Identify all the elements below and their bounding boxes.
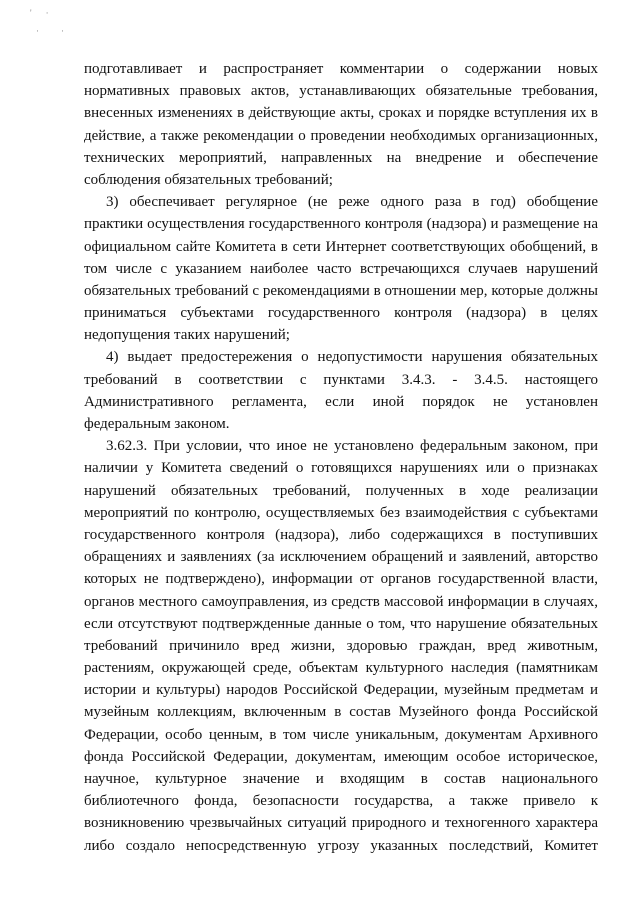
text-line: соблюдения обязательных требований; xyxy=(84,171,333,188)
text-line: библиотечного фонда, безопасности государства, а также привело к xyxy=(84,793,598,810)
text-line: обращениях и заявлениях (за исключением обращений и заявлений, авторство xyxy=(84,549,598,566)
text-line: приниматься субъектами государственного контроля (надзора) в целях xyxy=(84,305,598,322)
scan-corner-marks-lower xyxy=(36,26,86,36)
text-line: Административного регламента, если иной порядок не установлен xyxy=(84,393,598,410)
text-line: 3) обеспечивает регулярное (не реже одного раза в год) обобщение xyxy=(106,194,598,211)
scan-mark: ' xyxy=(30,8,46,18)
text-line: возникновению чрезвычайных ситуаций природного и техногенного характера xyxy=(84,815,598,832)
text-line: недопущения таких нарушений; xyxy=(84,327,290,344)
text-line: мероприятий по контролю, осуществляемых без взаимодействия с субъектами xyxy=(84,504,598,521)
text-line: федеральным законом. xyxy=(84,416,230,432)
text-line: наличии у Комитета сведений о готовящихся нарушениях или о признаках xyxy=(84,460,598,477)
scan-mark: · xyxy=(36,26,61,36)
text-line: фонда Российской Федерации, документам, имеющим особое историческое, xyxy=(84,748,598,765)
text-line: органов местного самоуправления, из средств массовой информации в случаях, xyxy=(84,593,598,610)
scan-mark: · xyxy=(61,26,86,36)
text-line: государственного контроля (надзора), либо содержащихся в поступивших xyxy=(84,526,598,543)
text-line: том числе с указанием наиболее часто встречающихся случаев нарушений xyxy=(84,260,598,277)
scan-mark: · xyxy=(45,8,63,18)
scan-corner-marks xyxy=(30,8,63,18)
text-line: подготавливает и распространяет комментарии о содержании новых xyxy=(84,61,598,77)
text-line: нарушений обязательных требований, полученных в ходе реализации xyxy=(84,482,598,499)
text-line: требований причинило вред жизни, здоровью граждан, вред животным, xyxy=(84,637,598,654)
text-line: научное, культурное значение и входящим в состав национального xyxy=(84,771,598,787)
text-line: истории и культуры) народов Российской Федерации, музейным предметам и xyxy=(84,682,598,699)
text-line: которых не подтверждено), информации от органов государственной власти, xyxy=(84,571,598,588)
text-line: растениям, окружающей среде, объектам культурного наследия (памятникам xyxy=(84,660,598,677)
text-line: практики осуществления государственного контроля (надзора) и размещение на xyxy=(84,216,598,233)
text-line: либо создало непосредственную угрозу указанных последствий, Комитет xyxy=(84,837,598,854)
text-line: требований в соответствии с пунктами 3.4.3. - 3.4.5. настоящего xyxy=(84,371,598,388)
text-line: если отсутствуют подтвержденные данные о том, что нарушение обязательных xyxy=(84,615,598,632)
text-line: технических мероприятий, направленных на внедрение и обеспечение xyxy=(84,149,598,166)
text-line: Федерации, особо ценным, в том числе уникальным, документам Архивного xyxy=(84,726,598,743)
text-line: нормативных правовых актов, устанавливающих обязательные требования, xyxy=(84,83,598,100)
document-body xyxy=(84,58,598,857)
text-line: музейным коллекциям, включенным в состав Музейного фонда Российской xyxy=(84,704,598,721)
text-line: обязательных требований с рекомендациями в отношении мер, которые должны xyxy=(84,282,598,299)
text-line: 4) выдает предостережения о недопустимости нарушения обязательных xyxy=(106,349,598,366)
text-line: действие, а также рекомендации о проведении необходимых организационных, xyxy=(84,127,598,144)
text-line: официальном сайте Комитета в сети Интернет соответствующих обобщений, в xyxy=(84,238,598,255)
text-line: 3.62.3. При условии, что иное не установлено федеральным законом, при xyxy=(106,438,598,455)
text-line: внесенных изменениях в действующие акты, сроках и порядке вступления их в xyxy=(84,105,598,122)
